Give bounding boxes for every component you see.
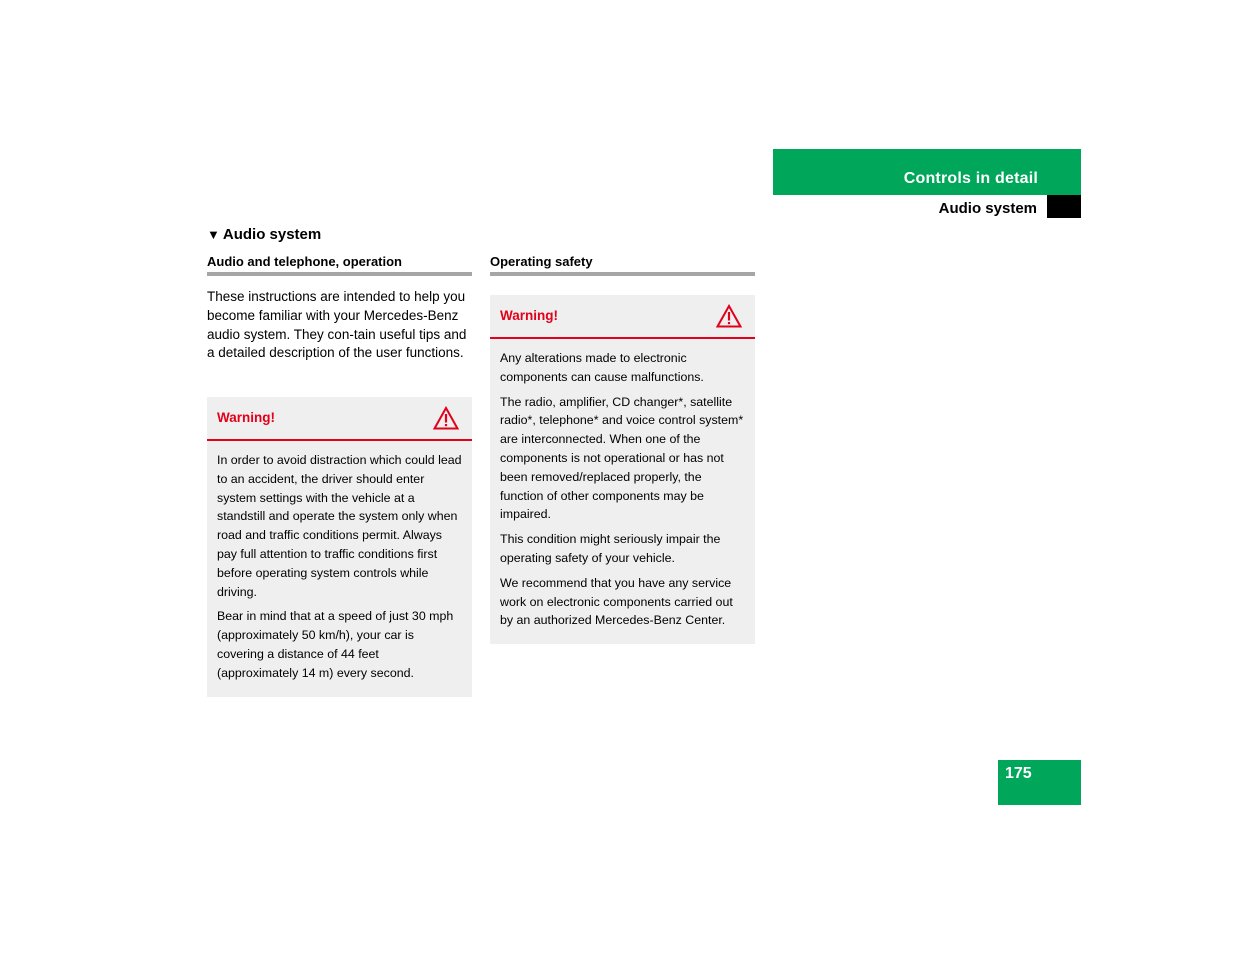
warning-body	[207, 441, 472, 697]
warning-paragraph: Bear in mind that at a speed of just 30 mph (approximately 50 km/h), your car is covering a distance of 44 feet (approximately 14 m) every second.	[217, 609, 454, 680]
page-number: 175	[1005, 765, 1032, 782]
warning-paragraph: This condition might seriously impair the operating safety of your vehicle.	[500, 532, 721, 565]
chapter-title: Controls in detail	[903, 170, 1038, 187]
warning-paragraph: The radio, amplifier, CD changer*, satellite radio*, telephone* and voice control system* are interconnected. When one of the components is not operational or has not been removed/replaced properly, the function of other components may be impaired.	[500, 394, 744, 522]
section-subtitle: Audio system	[938, 200, 1037, 217]
warning-paragraph: We recommend that you have any service work on electronic components carried out by an authorized Mercedes-Benz Center.	[500, 575, 733, 628]
page-number-box	[998, 760, 1081, 805]
warning-triangle-icon	[433, 406, 459, 435]
triangle-bullet-icon: ▼	[207, 227, 220, 242]
section-heading-text: Audio system	[222, 226, 322, 243]
warning-header	[207, 397, 472, 441]
warning-paragraph: Any alterations made to electronic components can cause malfunctions.	[500, 351, 704, 384]
left-column-heading: Audio and telephone, operation	[207, 254, 472, 276]
right-column-heading: Operating safety	[490, 254, 755, 276]
warning-label: Warning!	[500, 308, 558, 323]
warning-body	[490, 339, 755, 644]
chapter-header-bar	[773, 149, 1081, 195]
warning-triangle-icon	[716, 304, 742, 333]
warning-box-distraction	[207, 397, 472, 697]
warning-header	[490, 295, 755, 339]
warning-box-operating-safety	[490, 295, 755, 644]
intro-paragraph: These instructions are intended to help you become familiar with your Mercedes-Benz audio system. They con-tain useful tips and a detailed description of the user functions.	[207, 289, 467, 361]
warning-label: Warning!	[217, 410, 275, 425]
section-heading	[207, 226, 321, 243]
section-marker-block	[1047, 195, 1081, 218]
warning-paragraph: In order to avoid distraction which could lead to an accident, the driver should enter system settings with the vehicle at a standstill and operate the system only when road and traffic conditions permit. Always pay full attention to traffic conditions first before operating system controls while driving.	[217, 453, 462, 599]
